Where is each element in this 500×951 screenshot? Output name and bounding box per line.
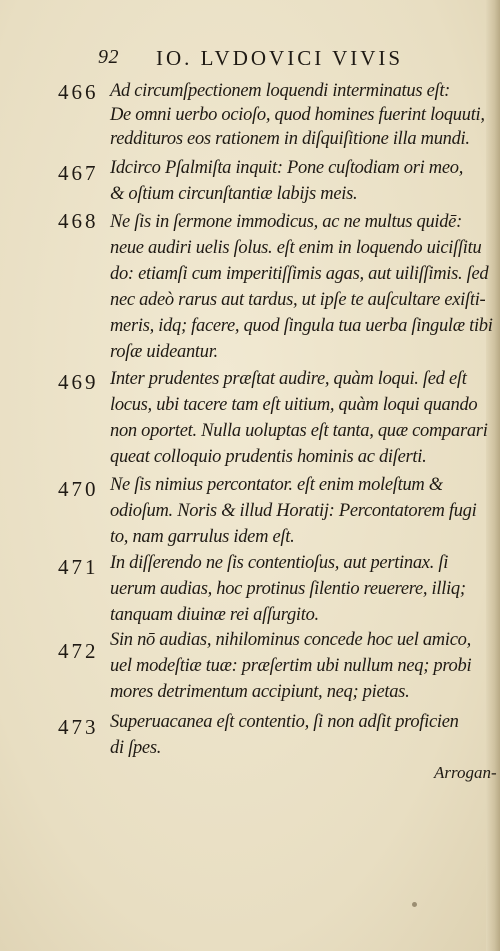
text-line: meris, idq; facere, quod ſingula tua uerba ſingulæ tibi [110,316,493,336]
text-line: Sin nō audias, nihilominus concede hoc uel amico, [110,630,471,650]
page-edge [486,0,500,951]
aphorism-number: 470 [58,477,99,501]
running-title: IO. LVDOVICI VIVIS [156,46,404,70]
text-line: roſæ uideantur. [110,342,218,362]
text-line: to, nam garrulus idem eſt. [110,527,295,547]
text-line: tanquam diuinæ rei aſſurgito. [110,605,319,625]
text-line: Inter prudentes præſtat audire, quàm loqui. ſed eſt [110,369,467,389]
aphorism-number: 466 [58,80,99,104]
text-line: uerum audias, hoc protinus ſilentio reuerere, illiq; [110,579,466,599]
page-header [98,46,478,70]
aphorism-number: 471 [58,555,99,579]
aphorism-number: 468 [58,209,99,233]
catchword: Arrogan- [434,763,497,782]
text-line: De omni uerbo ocioſo, quod homines fuerint loquuti, [110,105,485,125]
text-line: & oſtium circunſtantiæ labijs meis. [110,184,358,204]
aphorism-number: 469 [58,370,99,394]
text-line: di ſpes. [110,738,162,758]
text-line: Idcirco Pſalmiſta inquit: Pone cuſtodiam ori meo, [110,158,464,178]
text-line: queat colloquio prudentis hominis ac diſerti. [110,447,427,467]
text-line: reddituros eos rationem in diſquiſitione illa mundi. [110,129,470,149]
text-line: Ne ſis nimius percontator. eſt enim moleſtum & [110,475,443,495]
page-number: 92 [98,46,119,68]
text-line: neue audiri uelis ſolus. eſt enim in loquendo uiciſſitu [110,238,482,258]
text-line: odioſum. Noris & illud Horatij: Percontatorem fugi [110,501,477,521]
aphorism-number: 467 [58,161,99,185]
text-line: In diſſerendo ne ſis contentioſus, aut pertinax. ſi [110,553,449,573]
text-line: uel modeſtiæ tuæ: præſertim ubi nullum neq; probi [110,656,472,676]
aphorism-number: 473 [58,715,99,739]
text-line: nec adeò rarus aut tardus, ut ipſe te auſcultare exiſti- [110,290,486,310]
text-line: Ad circumſpectionem loquendi interminatus eſt: [110,81,451,101]
text-line: locus, ubi tacere tam eſt uitium, quàm loqui quando [110,395,478,415]
text-line: mores detrimentum accipiunt, neq; pietas. [110,682,410,702]
text-line: Superuacanea eſt contentio, ſi non adſit proficien [110,712,459,732]
aphorism-number: 472 [58,639,99,663]
ink-spot [412,902,417,907]
text-line: non oportet. Nulla uoluptas eſt tanta, quæ comparari [110,421,488,441]
text-line: Ne ſis in ſermone immodicus, ac ne multus quidē: [110,212,462,232]
text-line: do: etiamſi cum imperitiſſimis agas, aut uiliſſimis. ſed [110,264,489,284]
